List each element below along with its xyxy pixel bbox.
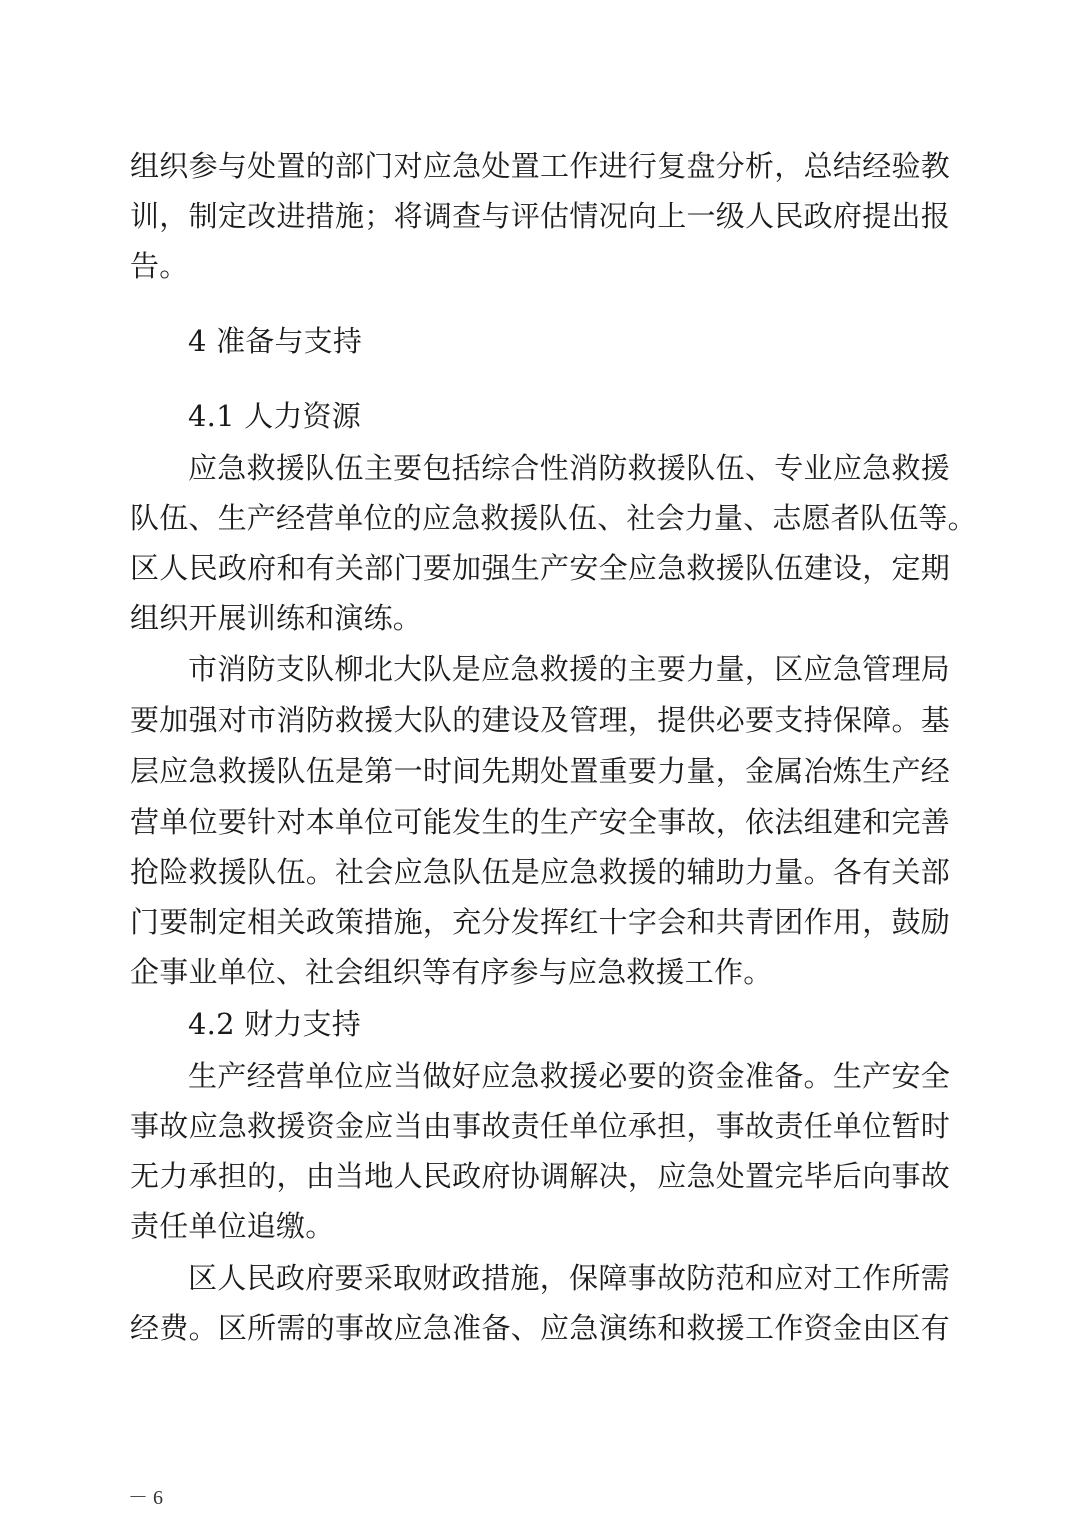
subsection-heading: 4.1 人力资源: [188, 399, 361, 433]
paragraph-line: 营单位要针对本单位可能发生的生产安全事故，依法组建和完善: [130, 805, 950, 839]
paragraph-line: 区人民政府要采取财政措施，保障事故防范和应对工作所需: [188, 1261, 950, 1295]
paragraph-line: 生产经营单位应当做好应急救援必要的资金准备。生产安全: [188, 1059, 950, 1093]
section-heading: 4 准备与支持: [188, 324, 363, 358]
paragraph-line: 应急救援队伍主要包括综合性消防救援队伍、专业应急救援: [188, 451, 950, 485]
paragraph-line: 抢险救援队伍。社会应急队伍是应急救援的辅助力量。各有关部: [130, 855, 950, 889]
paragraph-line: 事故应急救援资金应当由事故责任单位承担，事故责任单位暂时: [130, 1109, 950, 1143]
subsection-heading: 4.2 财力支持: [188, 1007, 361, 1041]
paragraph-line: 要加强对市消防救援大队的建设及管理，提供必要支持保障。基: [130, 703, 950, 737]
paragraph-line: 企事业单位、社会组织等有序参与应急救援工作。: [130, 955, 773, 989]
paragraph-line: 组织开展训练和演练。: [130, 601, 423, 635]
paragraph-line: 区人民政府和有关部门要加强生产安全应急救援队伍建设，定期: [130, 551, 950, 585]
paragraph-line: 训，制定改进措施；将调查与评估情况向上一级人民政府提出报: [130, 199, 950, 233]
paragraph-line: 组织参与处置的部门对应急处置工作进行复盘分析，总结经验教: [130, 149, 950, 183]
paragraph-line: 门要制定相关政策措施，充分发挥红十字会和共青团作用，鼓励: [130, 905, 950, 939]
paragraph-line: 市消防支队柳北大队是应急救援的主要力量，区应急管理局: [188, 652, 950, 686]
paragraph-line: 无力承担的，由当地人民政府协调解决，应急处置完毕后向事故: [130, 1159, 950, 1193]
paragraph-line: 队伍、生产经营单位的应急救援队伍、社会力量、志愿者队伍等。: [130, 501, 977, 535]
paragraph-line: 层应急救援队伍是第一时间先期处置重要力量，金属冶炼生产经: [130, 754, 950, 788]
paragraph-line: 经费。区所需的事故应急准备、应急演练和救援工作资金由区有: [130, 1311, 950, 1345]
paragraph-line: 告。: [130, 249, 189, 283]
page-number: － 6: [128, 1487, 163, 1509]
paragraph-line: 责任单位追缴。: [130, 1209, 335, 1243]
